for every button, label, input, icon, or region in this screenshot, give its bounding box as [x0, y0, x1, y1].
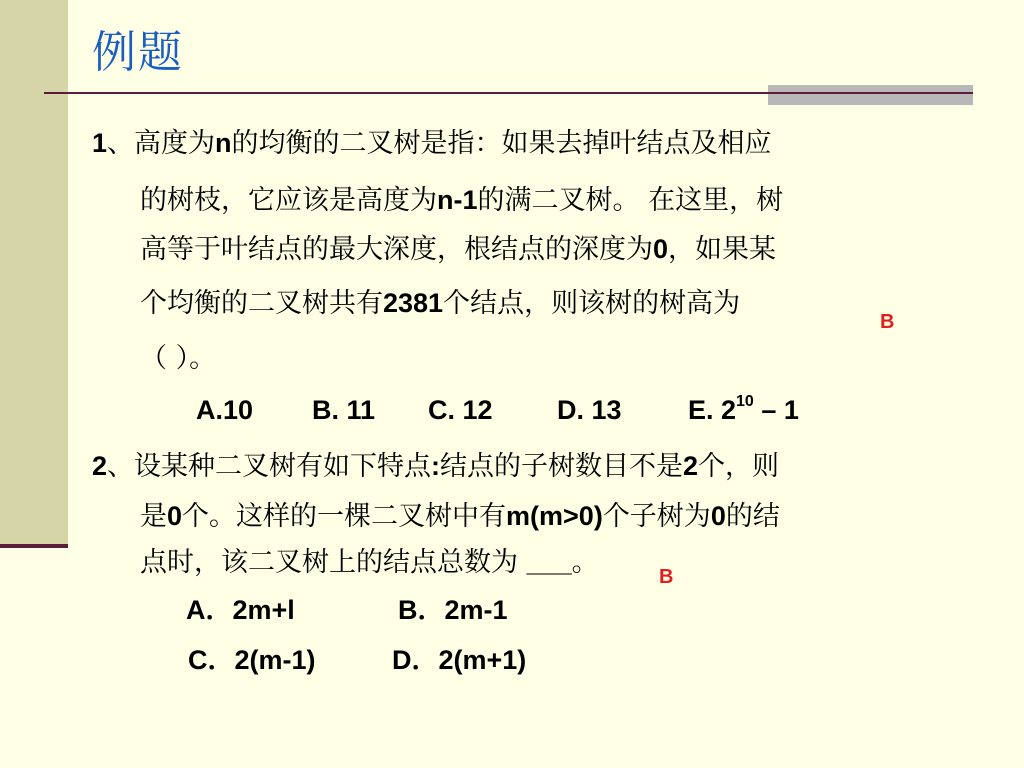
left-decorative-band — [0, 0, 68, 548]
q2-option-a: A．2m+l — [186, 595, 295, 625]
q1-option-c: C. 12 — [428, 395, 493, 425]
q1-option-b: B. 11 — [312, 395, 376, 425]
q1-line-3: 高等于叶结点的最大深度，根结点的深度为0，如果某 — [140, 234, 777, 265]
q2-line-2: 是0个。这样的一棵二叉树中有m(m>0)个子树为0的结 — [140, 501, 780, 532]
q1-option-a: A.10 — [196, 395, 254, 425]
q1-line-4: 个均衡的二叉树共有2381个结点，则该树的树高为 — [140, 288, 741, 319]
q2-line-3: 点时，该二叉树上的结点总数为 ___。 — [140, 547, 599, 578]
slide-title: 例题 — [92, 27, 184, 78]
q1-option-d: D. 13 — [557, 395, 622, 425]
q2-option-d: D．2(m+1) — [392, 645, 527, 675]
q2-number: 2 — [92, 451, 108, 481]
q2-option-b: B．2m-1 — [398, 595, 508, 625]
q1-line-1: 1、高度为n的均衡的二叉树是指：如果去掉叶结点及相应 — [92, 128, 772, 159]
q1-line-2: 的树枝，它应该是高度为n-1的满二叉树。 在这里，树 — [140, 185, 784, 216]
q2-answer-mark: B — [659, 566, 674, 588]
decorative-grey-bar — [768, 85, 973, 105]
q2-answer-blank: ___ — [526, 547, 572, 577]
q1-line-5: （ ）。 — [140, 343, 217, 374]
q1-answer-mark: B — [880, 311, 895, 333]
q1-option-e: E. $2^{10} - 1$ — [688, 393, 799, 425]
q2-line-1: 2、设某种二叉树有如下特点:结点的子树数目不是2个，则 — [92, 451, 780, 482]
q2-option-c: C．2(m-1) — [188, 645, 316, 675]
left-band-divider — [0, 544, 68, 548]
q1-number: 1 — [92, 128, 108, 158]
